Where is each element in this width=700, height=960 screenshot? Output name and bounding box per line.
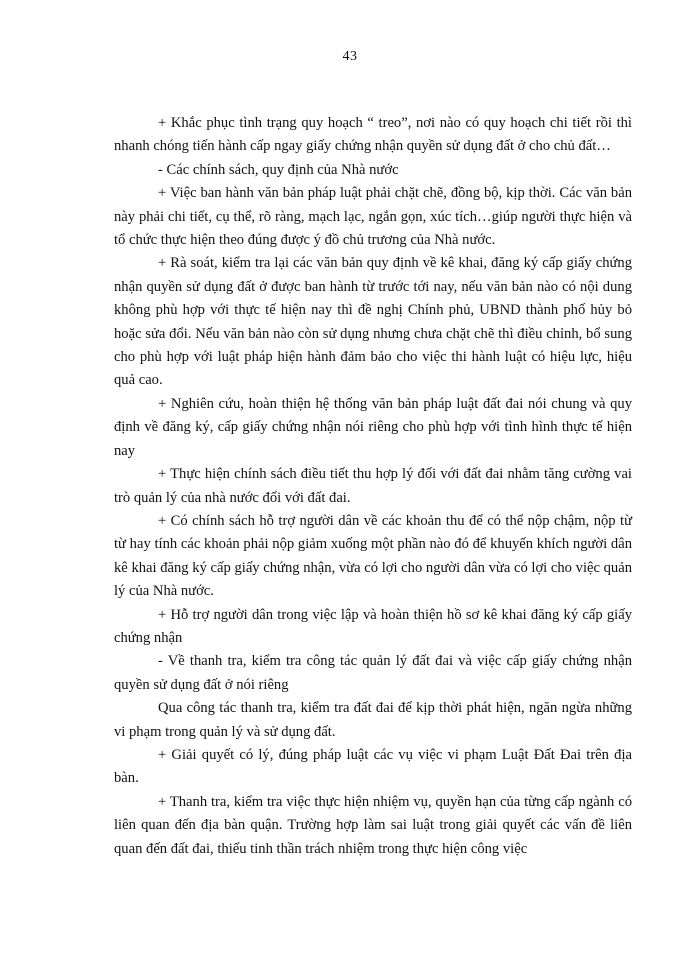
paragraph-4: + Rà soát, kiểm tra lại các văn bản quy định về kê khai, đăng ký cấp giấy chứng nhận quyền sử dụng đất ở được ban hành từ trước tới nay, nếu văn bản nào có nội dung không phù hợp với thực tế hiện nay thì đề nghị Chính phủ, UBND thành phố hủy bỏ hoặc sửa đổi. Nếu văn bản nào còn sử dụng nhưng chưa chặt chẽ thì điều chỉnh, bổ sung cho phù hợp với luật pháp hiện hành đảm bảo cho việc thi hành luật có hiệu lực, hiệu quả cao. <box>114 255 632 389</box>
paragraph-1: + Khắc phục tình trạng quy hoạch “ treo”, nơi nào có quy hoạch chi tiết rồi thì nhanh chóng tiến hành cấp ngay giấy chứng nhận quyền sử dụng đất ở cho chủ đất… <box>114 115 632 155</box>
page-number: 43 <box>342 49 358 64</box>
paragraph-11: + Giải quyết có lý, đúng pháp luật các vụ việc vi phạm Luật Đất Đai trên địa bàn. <box>114 746 632 787</box>
paragraph-8: + Hỗ trợ người dân trong việc lập và hoàn thiện hồ sơ kê khai đăng ký cấp giấy chứng nhận <box>114 606 632 646</box>
paragraph-2: - Các chính sách, quy định của Nhà nước <box>158 161 399 178</box>
paragraph-12: + Thanh tra, kiểm tra việc thực hiện nhiệm vụ, quyền hạn của từng cấp ngành có liên quan đến địa bàn quận. Trường hợp làm sai luật trong giải quyết các vấn đề liên quan đến đất đai, thiếu tinh thần trách nhiệm trong thực hiện công việc <box>114 793 632 857</box>
paragraph-9: - Về thanh tra, kiểm tra công tác quản lý đất đai và việc cấp giấy chứng nhận quyền sử dụng đất ở nói riêng <box>114 653 632 693</box>
paragraph-7: + Có chính sách hỗ trợ người dân về các khoản thu để có thể nộp chậm, nộp từ từ hay tính các khoản phải nộp giảm xuống một phần nào đó để khuyến khích người dân kê khai đăng ký cấp giấy chứng nhận, vừa có lợi cho người dân vừa có lợi cho việc quản lý của Nhà nước. <box>114 512 632 600</box>
paragraph-3: + Việc ban hành văn bản pháp luật phải chặt chẽ, đồng bộ, kịp thời. Các văn bản này phải chi tiết, cụ thể, rõ ràng, mạch lạc, ngắn gọn, xúc tích…giúp người thực hiện và tổ chức thực hiện theo đúng được ý đồ chủ trương của Nhà nước. <box>114 185 632 249</box>
paragraph-6: + Thực hiện chính sách điều tiết thu hợp lý đối với đất đai nhằm tăng cường vai trò quản lý của nhà nước đối với đất đai. <box>114 466 632 506</box>
paragraph-10: Qua công tác thanh tra, kiểm tra đất đai để kịp thời phát hiện, ngăn ngừa những vi phạm trong quản lý và sử dụng đất. <box>114 700 632 740</box>
paragraph-5: + Nghiên cứu, hoàn thiện hệ thống văn bản pháp luật đất đai nói chung và quy định về đăng ký, cấp giấy chứng nhận nói riêng cho phù hợp với tình hình thực tế hiện nay <box>114 395 632 459</box>
body-text <box>114 112 632 861</box>
